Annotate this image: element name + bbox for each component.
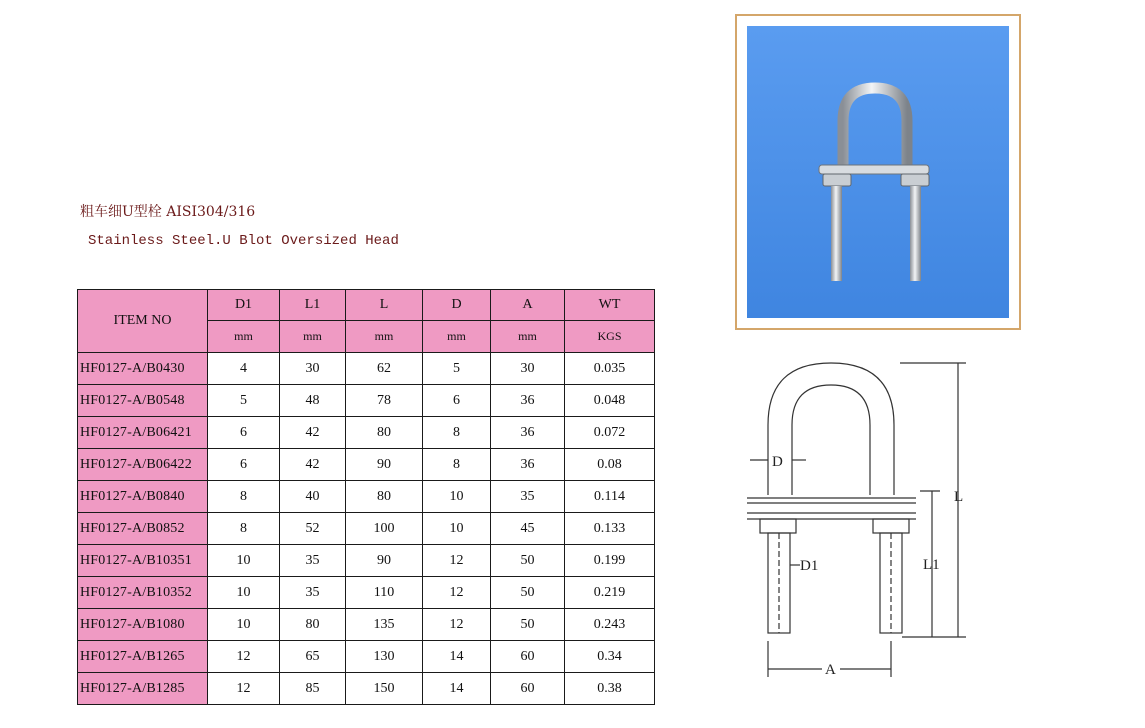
cell-l1: 42 xyxy=(280,417,346,449)
column-header-wt: WT xyxy=(565,290,655,321)
cell-wt: 0.072 xyxy=(565,417,655,449)
table-row xyxy=(78,353,655,385)
cell-a: 45 xyxy=(491,513,565,545)
table-header-row xyxy=(78,290,655,321)
cell-a: 35 xyxy=(491,481,565,513)
cell-d1: 8 xyxy=(208,481,280,513)
cell-d: 12 xyxy=(423,609,491,641)
label-l: L xyxy=(954,489,964,505)
unit-wt: KGS xyxy=(565,321,655,353)
cell-l1: 80 xyxy=(280,609,346,641)
cell-d: 5 xyxy=(423,353,491,385)
product-title-english: Stainless Steel.U Blot Oversized Head xyxy=(88,233,399,249)
item-number-cell: HF0127-A/B10352 xyxy=(78,577,208,609)
item-number-cell: HF0127-A/B1080 xyxy=(78,609,208,641)
cell-l: 150 xyxy=(346,673,423,705)
cell-l: 78 xyxy=(346,385,423,417)
cell-d: 6 xyxy=(423,385,491,417)
cell-l: 80 xyxy=(346,417,423,449)
cell-l1: 35 xyxy=(280,545,346,577)
cell-d1: 8 xyxy=(208,513,280,545)
cell-d1: 12 xyxy=(208,641,280,673)
item-number-cell: HF0127-A/B0852 xyxy=(78,513,208,545)
u-bolt-dimension-diagram xyxy=(730,355,990,685)
cell-l: 110 xyxy=(346,577,423,609)
cell-d1: 12 xyxy=(208,673,280,705)
table-row xyxy=(78,609,655,641)
cell-l1: 35 xyxy=(280,577,346,609)
cell-l1: 52 xyxy=(280,513,346,545)
cell-wt: 0.199 xyxy=(565,545,655,577)
cell-wt: 0.243 xyxy=(565,609,655,641)
item-number-cell: HF0127-A/B06421 xyxy=(78,417,208,449)
product-photo-frame xyxy=(735,14,1021,330)
unit-d: mm xyxy=(423,321,491,353)
cell-wt: 0.114 xyxy=(565,481,655,513)
cell-d: 8 xyxy=(423,417,491,449)
label-d: D xyxy=(772,454,783,470)
cell-a: 50 xyxy=(491,577,565,609)
cell-d1: 10 xyxy=(208,545,280,577)
table-row xyxy=(78,545,655,577)
cell-wt: 0.035 xyxy=(565,353,655,385)
table-row xyxy=(78,577,655,609)
item-number-cell: HF0127-A/B0548 xyxy=(78,385,208,417)
cell-l: 90 xyxy=(346,449,423,481)
cell-l: 135 xyxy=(346,609,423,641)
cell-a: 30 xyxy=(491,353,565,385)
table-row xyxy=(78,385,655,417)
item-number-cell: HF0127-A/B10351 xyxy=(78,545,208,577)
cell-d1: 5 xyxy=(208,385,280,417)
column-header-d1: D1 xyxy=(208,290,280,321)
cell-d1: 4 xyxy=(208,353,280,385)
unit-l: mm xyxy=(346,321,423,353)
column-header-l: L xyxy=(346,290,423,321)
item-number-cell: HF0127-A/B06422 xyxy=(78,449,208,481)
column-header-a: A xyxy=(491,290,565,321)
item-number-cell: HF0127-A/B0840 xyxy=(78,481,208,513)
cell-l1: 85 xyxy=(280,673,346,705)
cell-a: 50 xyxy=(491,545,565,577)
cell-wt: 0.08 xyxy=(565,449,655,481)
item-no-header: ITEM NO xyxy=(78,290,208,353)
item-number-cell: HF0127-A/B1265 xyxy=(78,641,208,673)
table-row xyxy=(78,449,655,481)
column-header-d: D xyxy=(423,290,491,321)
cell-d: 10 xyxy=(423,513,491,545)
cell-l1: 65 xyxy=(280,641,346,673)
cell-l: 62 xyxy=(346,353,423,385)
cell-d1: 6 xyxy=(208,449,280,481)
cell-wt: 0.048 xyxy=(565,385,655,417)
table-row xyxy=(78,673,655,705)
cell-l: 130 xyxy=(346,641,423,673)
cell-a: 60 xyxy=(491,673,565,705)
unit-l1: mm xyxy=(280,321,346,353)
cell-wt: 0.219 xyxy=(565,577,655,609)
label-l1: L1 xyxy=(923,557,940,573)
cell-d1: 10 xyxy=(208,577,280,609)
cell-wt: 0.38 xyxy=(565,673,655,705)
label-d1: D1 xyxy=(800,558,819,574)
label-a: A xyxy=(825,662,836,678)
cell-l: 100 xyxy=(346,513,423,545)
cell-l1: 42 xyxy=(280,449,346,481)
unit-d1: mm xyxy=(208,321,280,353)
cell-l1: 40 xyxy=(280,481,346,513)
cell-l: 90 xyxy=(346,545,423,577)
table-row xyxy=(78,481,655,513)
u-bolt-product-photo xyxy=(747,26,1009,318)
table-row xyxy=(78,513,655,545)
cell-wt: 0.34 xyxy=(565,641,655,673)
cell-l: 80 xyxy=(346,481,423,513)
item-number-cell: HF0127-A/B0430 xyxy=(78,353,208,385)
cell-l1: 48 xyxy=(280,385,346,417)
cell-d: 8 xyxy=(423,449,491,481)
cell-l1: 30 xyxy=(280,353,346,385)
cell-a: 36 xyxy=(491,417,565,449)
cell-d: 12 xyxy=(423,577,491,609)
cell-a: 36 xyxy=(491,449,565,481)
cell-a: 36 xyxy=(491,385,565,417)
cell-d: 14 xyxy=(423,641,491,673)
cell-wt: 0.133 xyxy=(565,513,655,545)
table-row xyxy=(78,417,655,449)
cell-a: 60 xyxy=(491,641,565,673)
cell-d: 10 xyxy=(423,481,491,513)
item-number-cell: HF0127-A/B1285 xyxy=(78,673,208,705)
unit-a: mm xyxy=(491,321,565,353)
cell-d: 12 xyxy=(423,545,491,577)
cell-d1: 10 xyxy=(208,609,280,641)
column-header-l1: L1 xyxy=(280,290,346,321)
cell-d1: 6 xyxy=(208,417,280,449)
cell-a: 50 xyxy=(491,609,565,641)
product-title-chinese: 粗车细U型栓 AISI304/316 xyxy=(80,204,256,220)
spec-table xyxy=(77,289,655,705)
table-row xyxy=(78,641,655,673)
cell-d: 14 xyxy=(423,673,491,705)
